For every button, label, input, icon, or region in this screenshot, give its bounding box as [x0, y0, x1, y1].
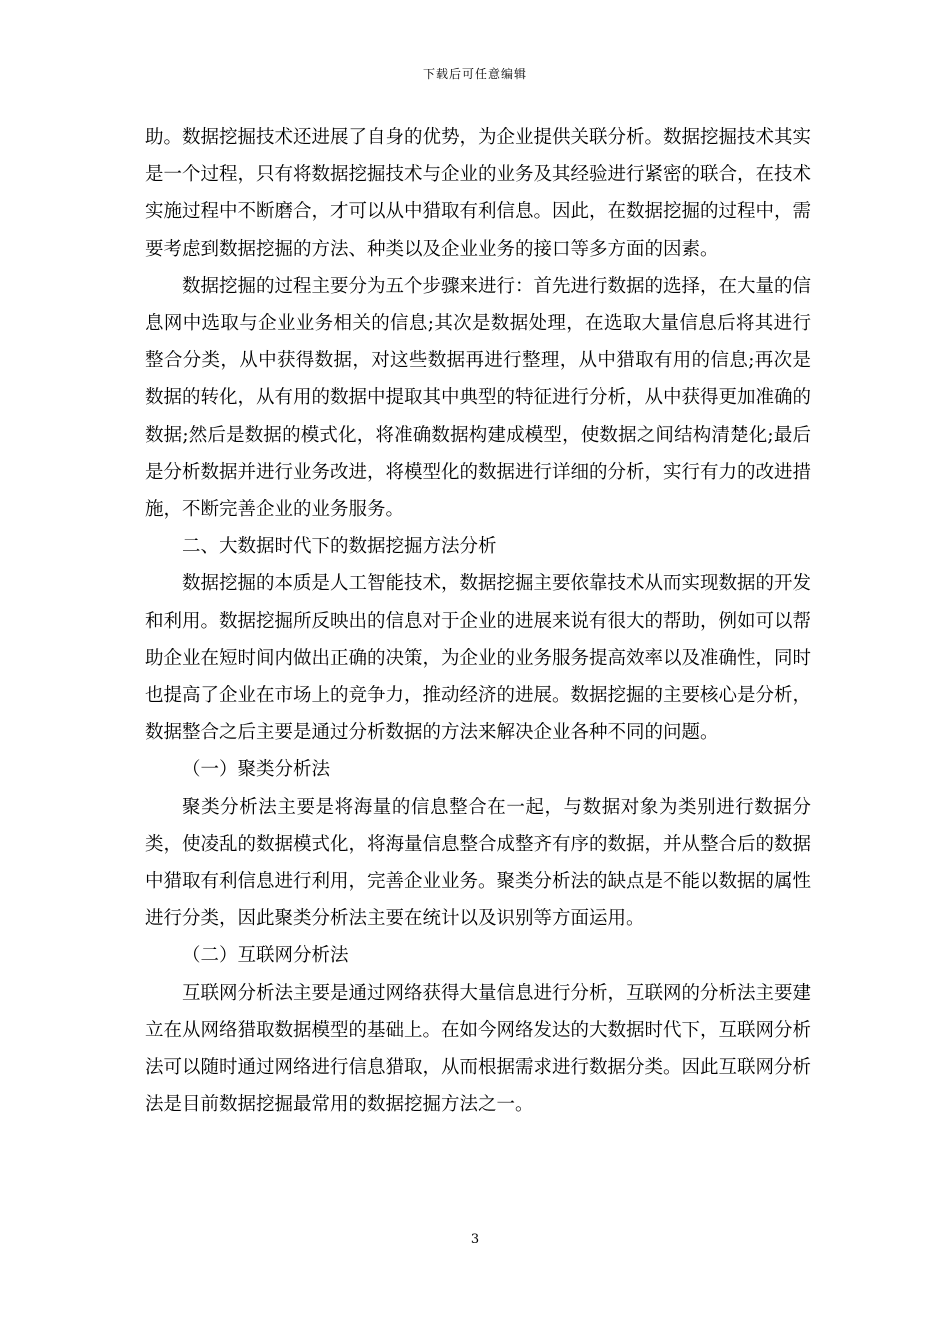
paragraph-continuation: 助。数据挖掘技术还进展了自身的优势，为企业提供关联分析。数据挖掘技术其实是一个过程，只有将数据挖掘技术与企业的业务及其经验进行紧密的联合，在技术实施过程中不断磨合，才可以从中猎取有利信息。因此，在数据挖掘的过程中，需要考虑到数据挖掘的方法、种类以及企业业务的接口等多方面的因素。	[145, 127, 812, 260]
paragraph-internet-analysis: 互联网分析法主要是通过网络获得大量信息进行分析，互联网的分析法主要建立在从网络猎取数据模型的基础上。在如今网络发达的大数据时代下，互联网分析法可以随时通过网络进行信息猎取，从而根据需求进行数据分类。因此互联网分析法是目前数据挖掘最常用的数据挖掘方法之一。	[145, 982, 812, 1116]
page-header: 下载后可任意编辑	[422, 67, 527, 81]
subheading-internet-analysis: （二）互联网分析法	[182, 945, 349, 967]
paragraph-cluster-analysis: 聚类分析法主要是将海量的信息整合在一起，与数据对象为类别进行数据分类，使凌乱的数据模式化，将海量信息整合成整齐有序的数据，并从整合后的数据中猎取有利信息进行利用，完善企业业务。聚类分析法的缺点是不能以数据的属性进行分类，因此聚类分析法主要在统计以及识别等方面运用。	[145, 796, 812, 930]
section-heading-methods: 二、大数据时代下的数据挖掘方法分析	[182, 536, 497, 558]
paragraph-mining-steps: 数据挖掘的过程主要分为五个步骤来进行：首先进行数据的选择，在大量的信息网中选取与企业业务相关的信息;其次是数据处理，在选取大量信息后将其进行整合分类，从中获得数据，对这些数据再进行整理，从中猎取有用的信息;再次是数据的转化，从有用的数据中提取其中典型的特征进行分析，从中获得更加准确的数据;然后是数据的模式化，将准确数据构建成模型，使数据之间结构清楚化;最后是分析数据并进行业务改进，将模型化的数据进行详细的分析，实行有力的改进措施，不断完善企业的业务服务。	[145, 275, 812, 521]
page-number: 3	[470, 1232, 480, 1247]
document-body	[145, 119, 811, 1123]
subheading-cluster-analysis: （一）聚类分析法	[182, 759, 331, 781]
paragraph-mining-essence: 数据挖掘的本质是人工智能技术，数据挖掘主要依靠技术从而实现数据的开发和利用。数据挖掘所反映出的信息对于企业的进展来说有很大的帮助，例如可以帮助企业在短时间内做出正确的决策，为企业的业务服务提高效率以及准确性，同时也提高了企业在市场上的竞争力，推动经济的进展。数据挖掘的主要核心是分析，数据整合之后主要是通过分析数据的方法来解决企业各种不同的问题。	[145, 573, 812, 744]
